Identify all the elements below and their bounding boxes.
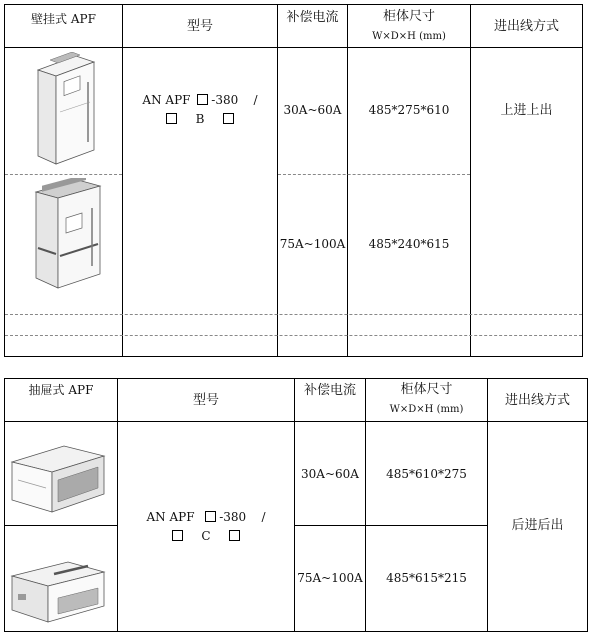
model-series-letter: C [201, 529, 211, 543]
table1-model-code [123, 88, 277, 132]
model-slash: / [261, 510, 266, 524]
table1-row1-current: 30A~60A [283, 102, 342, 117]
blank-box-icon [197, 94, 208, 105]
table1-row2-size: 485*240*615 [368, 236, 450, 251]
blank-box-icon [205, 511, 216, 522]
blank-box-icon [172, 530, 183, 541]
table1-type-header: 壁挂式 APF [31, 11, 96, 26]
table1-model-header: 型号 [186, 18, 213, 34]
table1-size-subheader: W×D×H (mm) [372, 30, 446, 42]
table1-wiring-header: 进出线方式 [493, 18, 559, 34]
table2-row1-size: 485*610*275 [386, 466, 467, 481]
table2-wiring-value: 后进后出 [511, 517, 564, 533]
blank-box-icon [229, 530, 240, 541]
table1-row1-size: 485*275*610 [368, 102, 450, 117]
model-prefix: AN APF [142, 93, 191, 107]
table2-row2-size: 485*615*215 [386, 570, 467, 585]
drawer-unit-image-1 [8, 440, 108, 518]
wall-mounted-cabinet-image-1 [30, 52, 100, 167]
drawer-unit-image-2 [8, 558, 108, 626]
blank-box-icon [166, 113, 177, 124]
model-voltage: -380 [219, 510, 247, 524]
table2-model-header: 型号 [192, 392, 219, 408]
wall-mounted-cabinet-image-2 [30, 178, 105, 290]
table2-wiring-header: 进出线方式 [504, 392, 570, 408]
table1-row2-current: 75A~100A [279, 236, 346, 251]
table1-wiring-value: 上进上出 [500, 102, 553, 118]
table2-row1-current: 30A~60A [301, 466, 359, 481]
table2-size-header: 柜体尺寸 [400, 381, 453, 397]
table2-model-code [118, 505, 294, 549]
model-voltage: -380 [211, 93, 239, 107]
blank-box-icon [223, 113, 234, 124]
table2-size-subheader: W×D×H (mm) [389, 403, 464, 415]
model-slash: / [253, 93, 258, 107]
model-prefix: AN APF [146, 510, 195, 524]
table2-row2-current: 75A~100A [297, 570, 363, 585]
model-series-letter: B [195, 112, 205, 126]
table2-type-header: 抽屉式 APF [28, 382, 94, 397]
table1-size-header: 柜体尺寸 [382, 8, 435, 24]
table2-current-header: 补偿电流 [303, 382, 356, 398]
table1-current-header: 补偿电流 [286, 9, 339, 25]
